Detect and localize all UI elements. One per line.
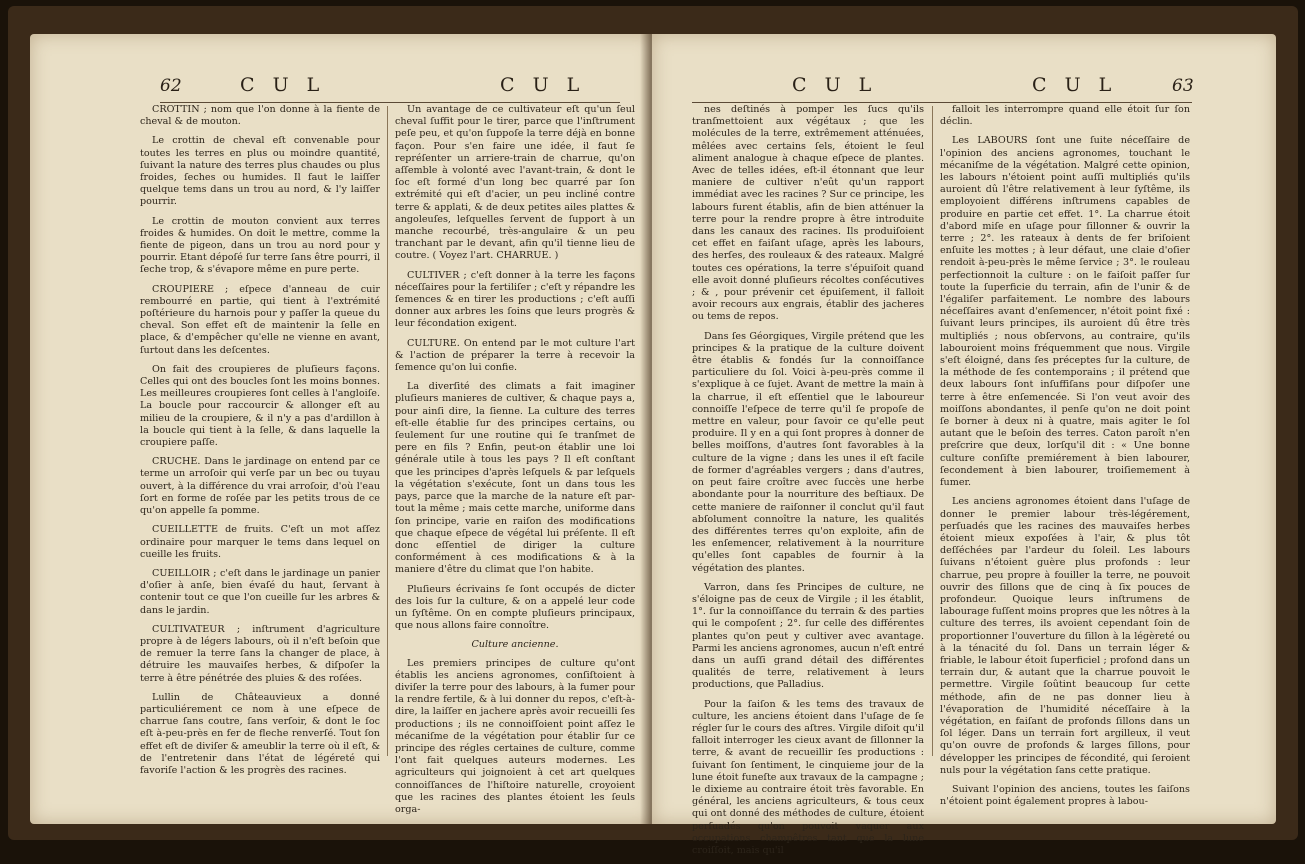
column-rule xyxy=(387,106,388,756)
paragraph: Varron, dans ſes Principes de culture, ne s'éloigne pas de ceux de Virgile ; il les établit, 1°. ſur la connoiſſance du terrain & des parties qui le compoſent ; 2°. ſur celle des différentes plantes qu'on peut y cultiver avec avantage. Parmi les anciens agronomes, aucun n'eſt entré dans un auſſi grand détail des différentes qualités de terre, relativement à leurs productions, que Palladius. xyxy=(692,581,925,691)
paragraph: CULTIVER ; c'eſt donner à la terre les façons néceſſaires pour la fertiliſer ; c'eſt y répandre les ſemences & en tirer les productions ; c'eſt auſſi donner aux arbres les ſoins que leurs progrès & leur fécondation exigent. xyxy=(395,269,635,330)
paragraph: Culture ancienne. xyxy=(471,639,559,651)
right-page-column-1 xyxy=(692,104,924,864)
paragraph: CUEILLOIR ; c'eſt dans le jardinage un panier d'oſier à anſe, bien évaſé du haut, ſervant à contenir tout ce que l'on cueille ſur les arbres & dans le jardin. xyxy=(140,567,380,616)
right-page xyxy=(652,34,1276,856)
right-page-column-2 xyxy=(940,104,1190,815)
paragraph: Le crottin de cheval eſt convenable pour toutes les terres en plus ou moindre quantité, ſuivant la nature des terres plus chaudes ou plus froides, ſeches ou humides. Il faut le laiſſer quelque tems dans un trou au nord, & l'y laiſſer pourrir. xyxy=(140,135,380,208)
paragraph: CRUCHE. Dans le jardinage on entend par ce terme un arroſoir qui verſe par un bec ou tuyau ouvert, à la différence du vrai arroſoir, d'où l'eau ſort en forme de roſée par les petits trous de ce qu'on appelle ſa pomme. xyxy=(140,456,380,517)
paragraph: Un avantage de ce cultivateur eſt qu'un ſeul cheval ſuffit pour le tirer, parce que l'inſtrument peſe peu, et qu'on ſuppoſe la terre déjà en bonne façon. Pour s'en faire une idée, il faut ſe repréſenter un arriere-train de charrue, qu'on aſſemble à volonté avec l'avant-train, & dont le ſoc eſt formé d'un long bec quarré par ſon extrémité qui eſt d'acier, un peu incliné contre terre & applati, & de deux petites ailes plattes & angoleuſes, leſquelles ſervent de ſupport à un manche recourbé, très-angulaire & un peu tranchant par le devant, afin qu'il tienne lieu de coutre. ( Voyez l'art. CHARRUE. ) xyxy=(395,104,635,262)
paragraph: CROUPIERE ; eſpece d'anneau de cuir rembourré en partie, qui tient à l'extrémité poſtérieure du harnois pour y paſſer la queue du cheval. Son effet eſt de maintenir la ſelle en place, & d'empêcher qu'elle ne vienne en avant, ſurtout dans les deſcentes. xyxy=(140,283,380,356)
left-page xyxy=(30,34,654,824)
paragraph: CROTTIN ; nom que l'on donne à la fiente de cheval & de mouton. xyxy=(140,104,380,128)
paragraph: Les LABOURS ſont une ſuite néceſſaire de l'opinion des anciens agronomes, touchant le mécaniſme de la végétation. Malgré cette opinion, les labours n'étoient point auſſi multipliés qu'ils auroient dû l'être relativement à leur ſyſtême, ils employoient différens inſtrumens capables de produire en partie cet effet. 1°. La charrue étoit d'abord miſe en uſage pour ſillonner & ouvrir la terre ; 2°. les rateaux à dents de fer briſoient enſuite les mottes ; à leur défaut, une claie d'oſier rendoit à-peu-près le même ſervice ; 3°. le rouleau perfectionnoit la culture : on le faiſoit paſſer ſur toute la ſuperficie du terrain, afin de l'unir & de l'égaliſer parfaitement. Le nombre des labours néceſſaires avant d'enſemencer, n'étoit point fixé : ſuivant leurs principes, ils auroient dû être très multipliés ; nous obſervons, au contraire, qu'ils labouroient moins fréquemment que nous. Virgile s'eſt éloigné, dans ſes préceptes ſur la culture, de la méthode de ſes contemporains ; il prétend que deux labours ſont inſuffiſans pour diſpoſer une terre à être enſemencée. Si l'on veut avoir des moiſſons abondantes, il penſe qu'on ne doit point ſe borner à deux ni à quatre, mais agiter le ſol autant que le beſoin des terres. Caton paroît n'en preſcrire que deux, lorſqu'il dit : « Une bonne culture conſiſte premiérement à bien labourer, ſecondement à bien labourer, troiſiemement à fumer. xyxy=(940,135,1190,489)
header-rule xyxy=(160,102,620,103)
paragraph: Suivant l'opinion des anciens, toutes les ſaiſons n'étoient point également propres à labou- xyxy=(940,783,1190,808)
paragraph: Dans ſes Géorgiques, Virgile prétend que les principes & la pratique de la culture doivent être établis & fondés ſur la connoiſſance particuliere du ſol. Voici à-peu-près comme il s'explique à ce ſujet. Avant de mettre la main à la charrue, il eſt eſſentiel que le laboureur connoiſſe l'eſpece de terre qu'il ſe propoſe de mettre en valeur, pour ſavoir ce qu'elle peut produire. Il y en a qui ſont propres à donner de belles moiſſons, d'autres ſont favorables à la culture de la vigne ; dans les unes il eſt facile de former d'agréables vergers ; dans d'autres, on peut faire croître avec ſuccès une herbe abondante pour la nourriture des beſtiaux. De cette maniere de raiſonner il conclut qu'il faut abſolument connoître la nature, les qualités des différentes terres qu'on exploite, afin de les enſemencer, relativement à la nourriture qu'elles ſont capables de fournir à la végétation des plantes. xyxy=(692,330,924,574)
paragraph: La diverſité des climats a fait imaginer pluſieurs manieres de cultiver, & chaque pays a, pour ainſi dire, la ſienne. La culture des terres eſt-elle établie ſur des principes certains, ou ſeulement ſur une routine qui ſe tranſmet de pere en fils ? Enfin, peut-on établir une loi générale utile à tous les pays ? Il eſt conſtant que les principes d'après leſquels & par leſquels la végétation s'exécute, ſont un dans tous les pays, parce que la marche de la nature eſt par-tout la même ; mais cette marche, uniforme dans ſon principe, varie en raiſon des modifications que chaque eſpece de végétal lui préſente. Il eſt donc eſſentiel de diriger la culture conformément à ces modifications & à la maniere d'être du climat que l'on habite. xyxy=(395,381,635,576)
left-page-column-2 xyxy=(395,104,635,823)
running-head-left-col2: C U L xyxy=(500,74,586,96)
paragraph: On fait des croupieres de pluſieurs façons. Celles qui ont des boucles ſont les moins bonnes. Les meilleures croupieres ſont celles à l'angloiſe. La boucle pour raccourcir & allonger eſt au milieu de la croupiere, & il n'y a pas d'ardillon à la boucle qui tient à la ſelle, & dans laquelle la croupiere paſſe. xyxy=(140,363,380,449)
paragraph: falloit les interrompre quand elle étoit ſur ſon déclin. xyxy=(940,104,1190,128)
paragraph: CULTIVATEUR ; inſtrument d'agriculture propre à de légers labours, où il n'eſt beſoin que de remuer la terre ſans la changer de place, à détruire les mauvaiſes herbes, & diſpoſer la terre à être pénétrée des pluies & des roſées. xyxy=(140,623,380,684)
paragraph: Les premiers principes de culture qu'ont établis les anciens agronomes, conſiſtoient à diviſer la terre pour des labours, à la fumer pour la rendre fertile, & à lui donner du repos, c'eſt-à-dire, la laiſſer en jachere après avoir recueilli ſes productions ; ils ne connoiſſoient point aſſez le mécaniſme de la végétation pour établir ſur ce principe des régles certaines de culture, comme l'ont fait quelques auteurs modernes. Les agriculteurs qui joignoient à cet art quelques connoiſſances de l'hiſtoire naturelle, croyoient que les racines des plantes étoient les ſeuls orga- xyxy=(395,657,635,815)
header-rule xyxy=(692,102,1192,103)
paragraph: Pour la ſaiſon & les tems des travaux de culture, les anciens étoient dans l'uſage de ſe régler ſur le cours des aſtres. Virgile diſoit qu'il falloit interroger les cieux avant de ſillonner la terre, & avant de recueillir ſes productions : ſuivant ſon ſentiment, le cinquieme jour de la lune étoit funeſte aux travaux de la campagne ; le dixieme au contraire étoit très favorable. En général, les anciens agriculteurs, & tous ceux qui ont donné des méthodes de culture, étoient perſuadés qu'on pouvoit vaquer aux occupations champêtres tant que la lune croiſſoit, mais qu'il xyxy=(692,698,924,856)
paragraph: nes deſtinés à pomper les ſucs qu'ils tranſmettoient aux végétaux ; que les molécules de la terre, extrêmement atténuées, mêlées avec certains ſels, étoient le ſeul aliment analogue à chaque eſpece de plantes. Avec de telles idées, eſt-il étonnant que leur maniere de cultiver n'eût qu'un rapport immédiat avec les racines ? Sur ce principe, les labours furent établis, afin de bien atténuer la terre pour la rendre propre à être introduite dans les canaux des racines. Ils produiſoient cet effet en faiſant uſage, après les labours, des herſes, des rouleaux & des rateaux. Malgré toutes ces opérations, la terre s'épuiſoit quand elle avoit donné pluſieurs récoltes conſécutives ; & , pour prévenir cet épuiſement, il falloit avoir recours aux engrais, établir des jacheres ou tems de repos. xyxy=(692,104,924,323)
paragraph: Lullin de Châteauvieux a donné particuliérement ce nom à une eſpece de charrue ſans coutre, ſans verſoir, & dont le ſoc eſt à-peu-près en fer de fleche renverſé. Tout ſon effet eſt de diviſer & ameublir la terre où il eſt, & de l'entretenir dans l'état de légéreté qui favoriſe l'action & les progrès des racines. xyxy=(140,691,380,776)
running-head-right-col1: C U L xyxy=(792,74,878,96)
paragraph: Pluſieurs écrivains ſe ſont occupés de dicter des lois ſur la culture, & on a appelé leur code un ſyſtême. On en compte pluſieurs principaux, que nous allons faire connoître. xyxy=(395,583,635,632)
left-page-column-1 xyxy=(140,104,380,784)
paragraph: Les anciens agronomes étoient dans l'uſage de donner le premier labour très-légérement, perſuadés que les racines des mauvaiſes herbes étoient mieux expoſées à l'air, & plus tôt deſſéchées par l'ardeur du ſoleil. Les labours ſuivans n'étoient guère plus profonds : leur charrue, peu propre à fouiller la terre, ne pouvoit ouvrir des ſillons que de cinq à ſix pouces de profondeur. Quoique leurs inſtrumens de labourage fuſſent moins propres que les nôtres à la culture des terres, ils avoient cependant ſoin de proportionner l'ouverture du ſillon à la légèreté ou à la ténacité du ſol. Dans un terrain léger & friable, le labour étoit ſuperficiel ; profond dans un terrain dur, & autant que la charrue pouvoit le permettre. Virgile ſoûtint beaucoup ſur cette méthode, afin de ne pas donner lieu à l'évaporation de l'humidité néceſſaire à la végétation, en faiſant de profonds ſillons dans un ſol léger. Dans un terrain fort argilleux, il veut qu'on ouvre de profonds & larges ſillons, pour développer les principes de fécondité, qui ſeroient nuls pour la végétation ſans cette pratique. xyxy=(940,496,1190,776)
running-head-right-col2: C U L xyxy=(1032,74,1118,96)
column-rule xyxy=(932,106,933,756)
paragraph: CUEILLETTE de fruits. C'eſt un mot aſſez ordinaire pour marquer le tems dans lequel on cueille les fruits. xyxy=(140,524,380,560)
page-number-right: 63 xyxy=(1172,76,1194,96)
running-head-left-col1: C U L xyxy=(240,74,326,96)
paragraph: CULTURE. On entend par le mot culture l'art & l'action de préparer la terre à recevoir la ſemence qu'on lui confie. xyxy=(395,337,635,374)
paragraph: Le crottin de mouton convient aux terres froides & humides. On doit le mettre, comme la fiente de pigeon, dans un trou au nord pour y pourrir. Etant dépoſé ſur terre ſans être pourri, il ſeche trop, & s'évapore même en pure perte. xyxy=(140,215,380,276)
page-number-left: 62 xyxy=(160,76,182,96)
